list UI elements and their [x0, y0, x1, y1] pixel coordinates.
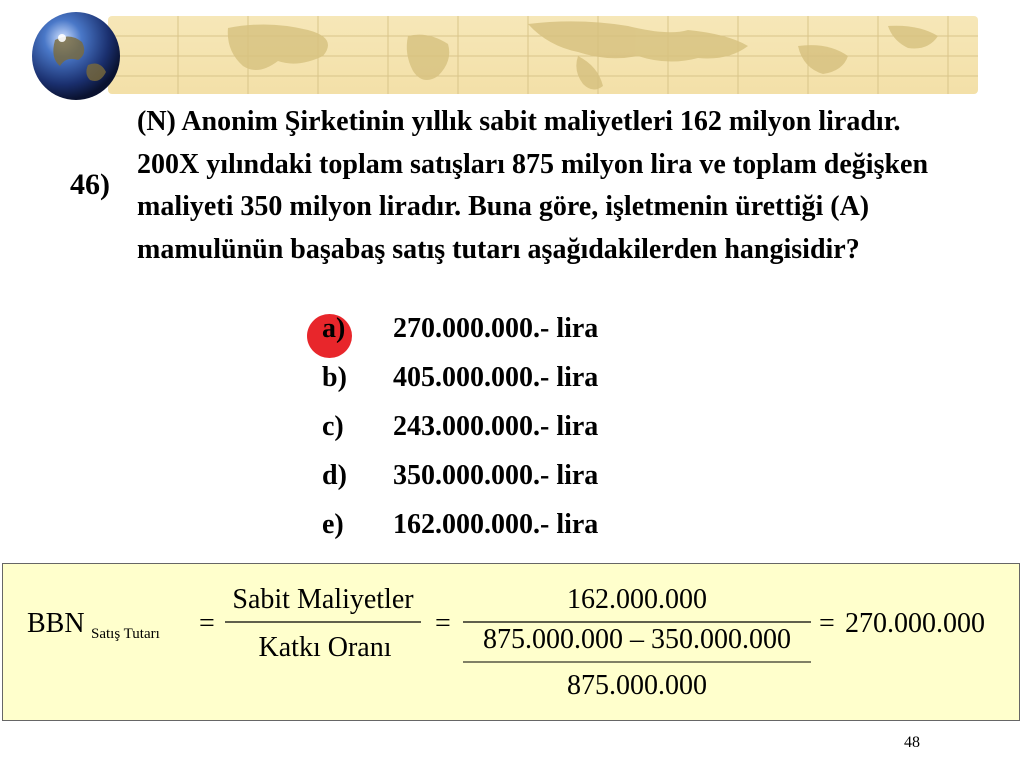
option-letter: c): [322, 411, 344, 442]
option-letter: b): [322, 362, 347, 393]
fraction2-numerator: 162.000.000: [567, 584, 707, 615]
fraction1-denominator: Katkı Oranı: [258, 632, 392, 663]
question-text: (N) Anonim Şirketinin yıllık sabit maliyetleri 162 milyon liradır. 200X yılındaki toplam satışları 875 milyon lira ve toplam değişken maliyeti 350 milyon liradır. Buna göre, işletmenin ürettiği (A) mamulünün başabaş satış tutarı aşağıdakilerden hangisidir?: [137, 106, 929, 265]
option-value: 405.000.000.- lira: [393, 362, 599, 393]
equals-sign: =: [435, 608, 451, 639]
option-value: 350.000.000.- lira: [393, 460, 599, 491]
option-value: 243.000.000.- lira: [393, 411, 599, 442]
equals-sign: =: [819, 608, 835, 639]
equals-sign: =: [199, 608, 215, 639]
world-map-graphic: [108, 16, 978, 94]
option-value: 162.000.000.- lira: [393, 509, 599, 540]
option-letter: a): [322, 313, 346, 344]
formula-box: [2, 563, 1020, 721]
fraction2-inner-denominator: 875.000.000: [567, 670, 707, 701]
header-banner: [108, 16, 978, 94]
option-letter: d): [322, 460, 347, 491]
option-letter: e): [322, 509, 344, 540]
question-number: 46): [70, 168, 110, 201]
formula-lhs-subscript: Satış Tutarı: [91, 626, 160, 642]
fraction1-numerator: Sabit Maliyetler: [232, 584, 414, 615]
globe-icon: [30, 10, 122, 102]
formula-result: 270.000.000: [845, 608, 985, 639]
formula: [3, 564, 1019, 720]
fraction2-inner-numerator: 875.000.000 – 350.000.000: [483, 624, 791, 655]
formula-lhs: BBN: [27, 608, 85, 639]
page-number: 48: [904, 734, 920, 751]
option-value: 270.000.000.- lira: [393, 313, 599, 344]
